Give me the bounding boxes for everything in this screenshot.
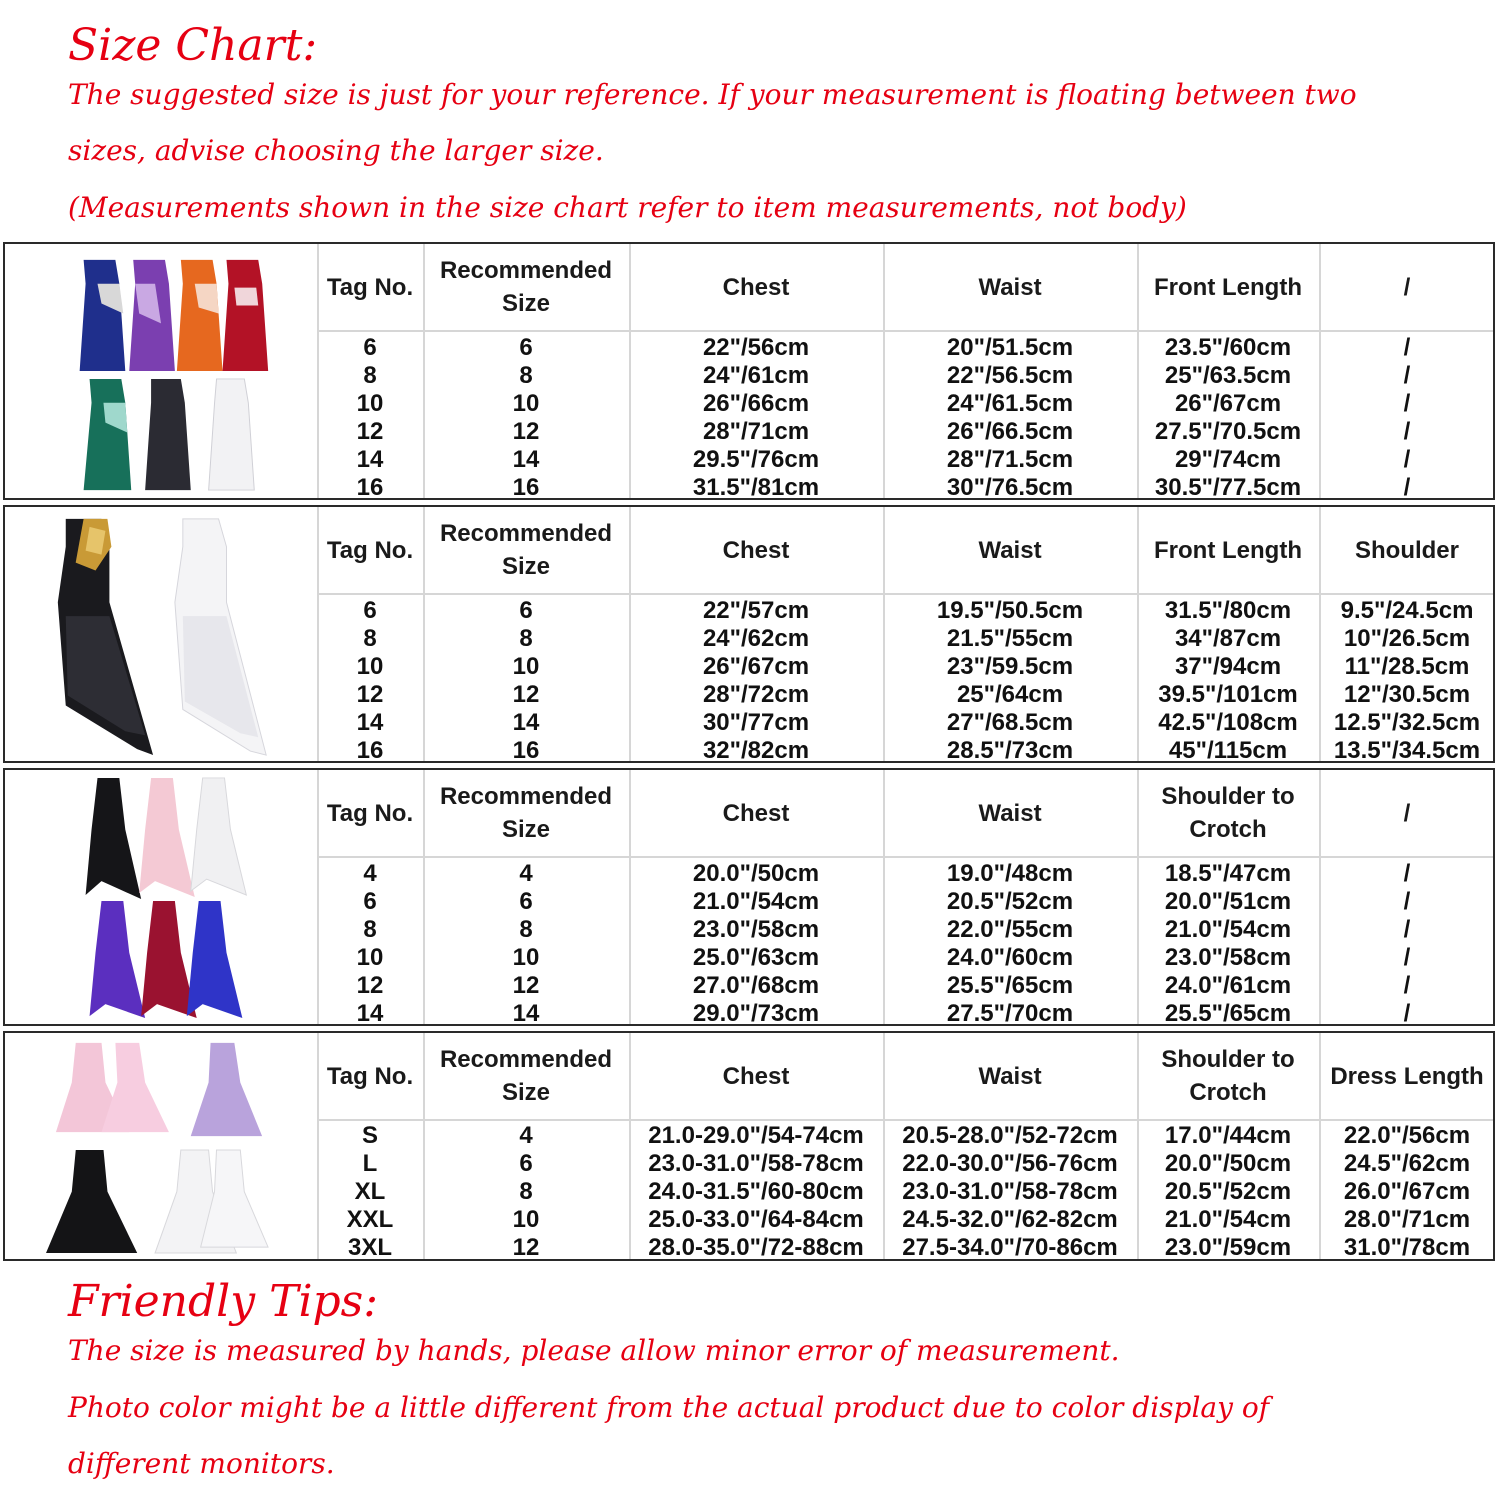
- cell-extra: /: [1403, 1000, 1411, 1027]
- tips-line-2: Photo color might be a little different from the actual product due to color display of: [68, 1391, 1270, 1424]
- cell-tag: 16: [356, 474, 384, 501]
- cell-length: 17.0"/44cm: [1164, 1122, 1292, 1149]
- cell-tag: 14: [356, 446, 384, 473]
- cell-tag: XL: [354, 1178, 386, 1205]
- cell-waist: 22.0"/55cm: [946, 916, 1074, 943]
- cell-size: 6: [519, 597, 533, 624]
- table-row: [317, 737, 1493, 765]
- header-extra: /: [1403, 273, 1411, 301]
- cell-chest: 22"/56cm: [702, 334, 810, 361]
- size-table-1: [3, 242, 1495, 500]
- cell-chest: 23.0-31.0"/58-78cm: [648, 1150, 864, 1177]
- cell-tag: S: [361, 1122, 378, 1149]
- header-front-length: Front Length: [1154, 536, 1302, 564]
- cell-waist: 26"/66.5cm: [946, 418, 1074, 445]
- cell-waist: 25"/64cm: [956, 681, 1064, 708]
- table-header: [317, 1033, 1493, 1121]
- cell-waist: 24.5-32.0"/62-82cm: [902, 1206, 1118, 1233]
- cell-size: 6: [519, 334, 533, 361]
- size-grid-2: [317, 507, 1493, 764]
- header-recommended-size: Recommended Size: [439, 257, 613, 317]
- intro-line-1: The suggested size is just for your reference. If your measurement is floating between two: [68, 78, 1357, 111]
- asymmetric-dress-photos: [5, 507, 317, 761]
- table-row: [317, 446, 1493, 474]
- cell-size: 14: [512, 1000, 540, 1027]
- cell-waist: 27.5-34.0"/70-86cm: [902, 1234, 1118, 1261]
- cell-tag: 8: [363, 362, 377, 389]
- table-row: [317, 916, 1493, 944]
- table-row: [317, 709, 1493, 737]
- header-recommended-size: Recommended Size: [439, 1046, 613, 1106]
- cell-size: 8: [519, 625, 533, 652]
- header-dress-length: Dress Length: [1330, 1062, 1484, 1090]
- cell-waist: 30"/76.5cm: [946, 474, 1074, 501]
- cell-length: 21.0"/54cm: [1164, 1206, 1292, 1233]
- cell-tag: 8: [363, 916, 377, 943]
- cell-tag: 14: [356, 1000, 384, 1027]
- cell-chest: 20.0"/50cm: [692, 860, 820, 887]
- cell-chest: 29.0"/73cm: [692, 1000, 820, 1027]
- cell-length: 23.0"/58cm: [1164, 944, 1292, 971]
- table-row: [317, 1206, 1493, 1234]
- tips-line-3: different monitors.: [68, 1447, 335, 1480]
- product-photo-3: [5, 770, 317, 1024]
- cell-dress-length: 28.0"/71cm: [1343, 1206, 1471, 1233]
- cell-dress-length: 22.0"/56cm: [1343, 1122, 1471, 1149]
- cell-length: 20.0"/51cm: [1164, 888, 1292, 915]
- cell-shoulder: 9.5"/24.5cm: [1340, 597, 1474, 624]
- cell-waist: 23.0-31.0"/58-78cm: [902, 1178, 1118, 1205]
- cell-size: 12: [512, 681, 540, 708]
- cell-extra: /: [1403, 916, 1411, 943]
- size-chart-title: Size Chart:: [68, 20, 318, 71]
- cell-size: 12: [512, 418, 540, 445]
- cell-size: 8: [519, 362, 533, 389]
- cell-shoulder: 13.5"/34.5cm: [1333, 737, 1481, 764]
- table-row: [317, 944, 1493, 972]
- header-extra: /: [1403, 799, 1411, 827]
- skirted-dress-photos: [5, 1033, 317, 1259]
- table-row: [317, 1234, 1493, 1262]
- cell-tag: L: [362, 1150, 378, 1177]
- cell-size: 4: [519, 1122, 533, 1149]
- cell-extra: /: [1403, 390, 1411, 417]
- table-row: [317, 390, 1493, 418]
- table-row: [317, 1122, 1493, 1150]
- cell-chest: 29.5"/76cm: [692, 446, 820, 473]
- cell-waist: 20.5-28.0"/52-72cm: [902, 1122, 1118, 1149]
- cell-chest: 28"/71cm: [702, 418, 810, 445]
- cell-length: 31.5"/80cm: [1164, 597, 1292, 624]
- cell-length: 26"/67cm: [1174, 390, 1282, 417]
- size-table-4: [3, 1031, 1495, 1261]
- cell-extra: /: [1403, 362, 1411, 389]
- cell-chest: 21.0-29.0"/54-74cm: [648, 1122, 864, 1149]
- cell-size: 14: [512, 446, 540, 473]
- cell-dress-length: 31.0"/78cm: [1343, 1234, 1471, 1261]
- cell-size: 10: [512, 653, 540, 680]
- size-table-2: [3, 505, 1495, 763]
- cell-size: 16: [512, 474, 540, 501]
- cell-extra: /: [1403, 446, 1411, 473]
- cell-tag: XXL: [346, 1206, 394, 1233]
- cell-chest: 22"/57cm: [702, 597, 810, 624]
- product-photo-4: [5, 1033, 317, 1259]
- cell-tag: 14: [356, 709, 384, 736]
- cell-waist: 24.0"/60cm: [946, 944, 1074, 971]
- cell-chest: 27.0"/68cm: [692, 972, 820, 999]
- header-waist: Waist: [978, 1062, 1042, 1090]
- cell-chest: 30"/77cm: [702, 709, 810, 736]
- table-row: [317, 597, 1493, 625]
- header-chest: Chest: [722, 536, 790, 564]
- cell-size: 12: [512, 972, 540, 999]
- table-row: [317, 653, 1493, 681]
- table-row: [317, 474, 1493, 502]
- cell-waist: 22.0-30.0"/56-76cm: [902, 1150, 1118, 1177]
- cell-length: 29"/74cm: [1174, 446, 1282, 473]
- header-waist: Waist: [978, 536, 1042, 564]
- cell-chest: 25.0-33.0"/64-84cm: [648, 1206, 864, 1233]
- cell-size: 16: [512, 737, 540, 764]
- cell-length: 21.0"/54cm: [1164, 916, 1292, 943]
- cell-length: 25.5"/65cm: [1164, 1000, 1292, 1027]
- table-row: [317, 1178, 1493, 1206]
- table-row: [317, 888, 1493, 916]
- header-tag-no: Tag No.: [326, 273, 414, 301]
- dress-photos-multicolor: [5, 244, 317, 498]
- table-header: [317, 244, 1493, 332]
- intro-line-2: sizes, advise choosing the larger size.: [68, 134, 604, 167]
- size-grid-4: [317, 1033, 1493, 1259]
- table-row: [317, 1000, 1493, 1028]
- cell-length: 23.0"/59cm: [1164, 1234, 1292, 1261]
- cell-extra: /: [1403, 944, 1411, 971]
- header-chest: Chest: [722, 799, 790, 827]
- cell-extra: /: [1403, 334, 1411, 361]
- cell-chest: 21.0"/54cm: [692, 888, 820, 915]
- cell-extra: /: [1403, 418, 1411, 445]
- cell-tag: 10: [356, 653, 384, 680]
- table-row: [317, 362, 1493, 390]
- product-photo-2: [5, 507, 317, 761]
- cell-tag: 6: [363, 888, 377, 915]
- header-shoulder: Shoulder: [1354, 536, 1459, 564]
- cell-chest: 31.5"/81cm: [692, 474, 820, 501]
- size-grid-1: [317, 244, 1493, 501]
- cell-waist: 20.5"/52cm: [946, 888, 1074, 915]
- header-tag-no: Tag No.: [326, 536, 414, 564]
- cell-length: 45"/115cm: [1168, 737, 1288, 764]
- cell-chest: 23.0"/58cm: [692, 916, 820, 943]
- cell-chest: 24"/62cm: [702, 625, 810, 652]
- header-tag-no: Tag No.: [326, 799, 414, 827]
- cell-extra: /: [1403, 888, 1411, 915]
- cell-chest: 28.0-35.0"/72-88cm: [648, 1234, 864, 1261]
- header-chest: Chest: [722, 273, 790, 301]
- cell-length: 39.5"/101cm: [1158, 681, 1298, 708]
- header-front-length: Front Length: [1154, 273, 1302, 301]
- cell-waist: 27.5"/70cm: [946, 1000, 1074, 1027]
- cell-length: 20.5"/52cm: [1164, 1178, 1292, 1205]
- header-waist: Waist: [978, 273, 1042, 301]
- table-header: [317, 770, 1493, 858]
- cell-waist: 19.0"/48cm: [946, 860, 1074, 887]
- cell-tag: 12: [356, 681, 384, 708]
- cell-length: 18.5"/47cm: [1164, 860, 1292, 887]
- cell-chest: 25.0"/63cm: [692, 944, 820, 971]
- cell-shoulder: 10"/26.5cm: [1343, 625, 1471, 652]
- cell-extra: /: [1403, 474, 1411, 501]
- cell-waist: 22"/56.5cm: [946, 362, 1074, 389]
- cell-tag: 10: [356, 390, 384, 417]
- friendly-tips-title: Friendly Tips:: [68, 1276, 379, 1327]
- cell-size: 10: [512, 944, 540, 971]
- cell-chest: 32"/82cm: [702, 737, 810, 764]
- header-recommended-size: Recommended Size: [439, 520, 613, 580]
- cell-size: 14: [512, 709, 540, 736]
- cell-chest: 26"/66cm: [702, 390, 810, 417]
- cell-length: 25"/63.5cm: [1164, 362, 1292, 389]
- cell-shoulder: 11"/28.5cm: [1344, 653, 1470, 680]
- cell-tag: 10: [356, 944, 384, 971]
- header-recommended-size: Recommended Size: [439, 783, 613, 843]
- cell-size: 8: [519, 1178, 533, 1205]
- cell-waist: 21.5"/55cm: [946, 625, 1074, 652]
- table-row: [317, 972, 1493, 1000]
- intro-line-3: (Measurements shown in the size chart refer to item measurements, not body): [68, 191, 1187, 224]
- header-shoulder-to-crotch: Shoulder to Crotch: [1161, 783, 1295, 843]
- cell-tag: 12: [356, 972, 384, 999]
- cell-waist: 27"/68.5cm: [946, 709, 1074, 736]
- header-waist: Waist: [978, 799, 1042, 827]
- cell-size: 6: [519, 1150, 533, 1177]
- cell-waist: 20"/51.5cm: [946, 334, 1074, 361]
- cell-size: 10: [512, 1206, 540, 1233]
- size-table-3: [3, 768, 1495, 1026]
- cell-waist: 28.5"/73cm: [946, 737, 1074, 764]
- table-row: [317, 625, 1493, 653]
- cell-shoulder: 12"/30.5cm: [1343, 681, 1471, 708]
- cell-size: 12: [512, 1234, 540, 1261]
- cell-length: 24.0"/61cm: [1164, 972, 1292, 999]
- cell-tag: 4: [363, 860, 377, 887]
- cell-tag: 8: [363, 625, 377, 652]
- cell-dress-length: 24.5"/62cm: [1343, 1150, 1471, 1177]
- cell-tag: 16: [356, 737, 384, 764]
- table-row: [317, 334, 1493, 362]
- cell-size: 10: [512, 390, 540, 417]
- table-row: [317, 860, 1493, 888]
- cell-length: 34"/87cm: [1174, 625, 1282, 652]
- tips-line-1: The size is measured by hands, please allow minor error of measurement.: [68, 1334, 1120, 1367]
- cell-waist: 19.5"/50.5cm: [936, 597, 1084, 624]
- product-photo-1: [5, 244, 317, 498]
- cell-length: 20.0"/50cm: [1164, 1150, 1292, 1177]
- table-row: [317, 1150, 1493, 1178]
- cell-length: 27.5"/70.5cm: [1154, 418, 1302, 445]
- cell-tag: 12: [356, 418, 384, 445]
- cell-size: 6: [519, 888, 533, 915]
- cell-extra: /: [1403, 860, 1411, 887]
- cell-size: 4: [519, 860, 533, 887]
- header-tag-no: Tag No.: [326, 1062, 414, 1090]
- table-row: [317, 418, 1493, 446]
- cell-chest: 24.0-31.5"/60-80cm: [648, 1178, 864, 1205]
- cell-waist: 25.5"/65cm: [946, 972, 1074, 999]
- cell-size: 8: [519, 916, 533, 943]
- cell-extra: /: [1403, 972, 1411, 999]
- table-row: [317, 681, 1493, 709]
- cell-tag: 3XL: [347, 1234, 392, 1261]
- table-header: [317, 507, 1493, 595]
- cell-chest: 28"/72cm: [702, 681, 810, 708]
- cell-length: 37"/94cm: [1174, 653, 1282, 680]
- header-chest: Chest: [722, 1062, 790, 1090]
- cell-length: 23.5"/60cm: [1164, 334, 1292, 361]
- cell-tag: 6: [363, 597, 377, 624]
- size-grid-3: [317, 770, 1493, 1027]
- cell-length: 30.5"/77.5cm: [1154, 474, 1302, 501]
- cell-length: 42.5"/108cm: [1158, 709, 1298, 736]
- cell-waist: 23"/59.5cm: [946, 653, 1074, 680]
- cell-waist: 28"/71.5cm: [946, 446, 1074, 473]
- cell-dress-length: 26.0"/67cm: [1343, 1178, 1471, 1205]
- cell-chest: 24"/61cm: [702, 362, 810, 389]
- header-shoulder-to-crotch: Shoulder to Crotch: [1161, 1046, 1295, 1106]
- cell-tag: 6: [363, 334, 377, 361]
- cell-shoulder: 12.5"/32.5cm: [1333, 709, 1481, 736]
- cell-waist: 24"/61.5cm: [946, 390, 1074, 417]
- cell-chest: 26"/67cm: [702, 653, 810, 680]
- hilo-dress-photos: [5, 770, 317, 1024]
